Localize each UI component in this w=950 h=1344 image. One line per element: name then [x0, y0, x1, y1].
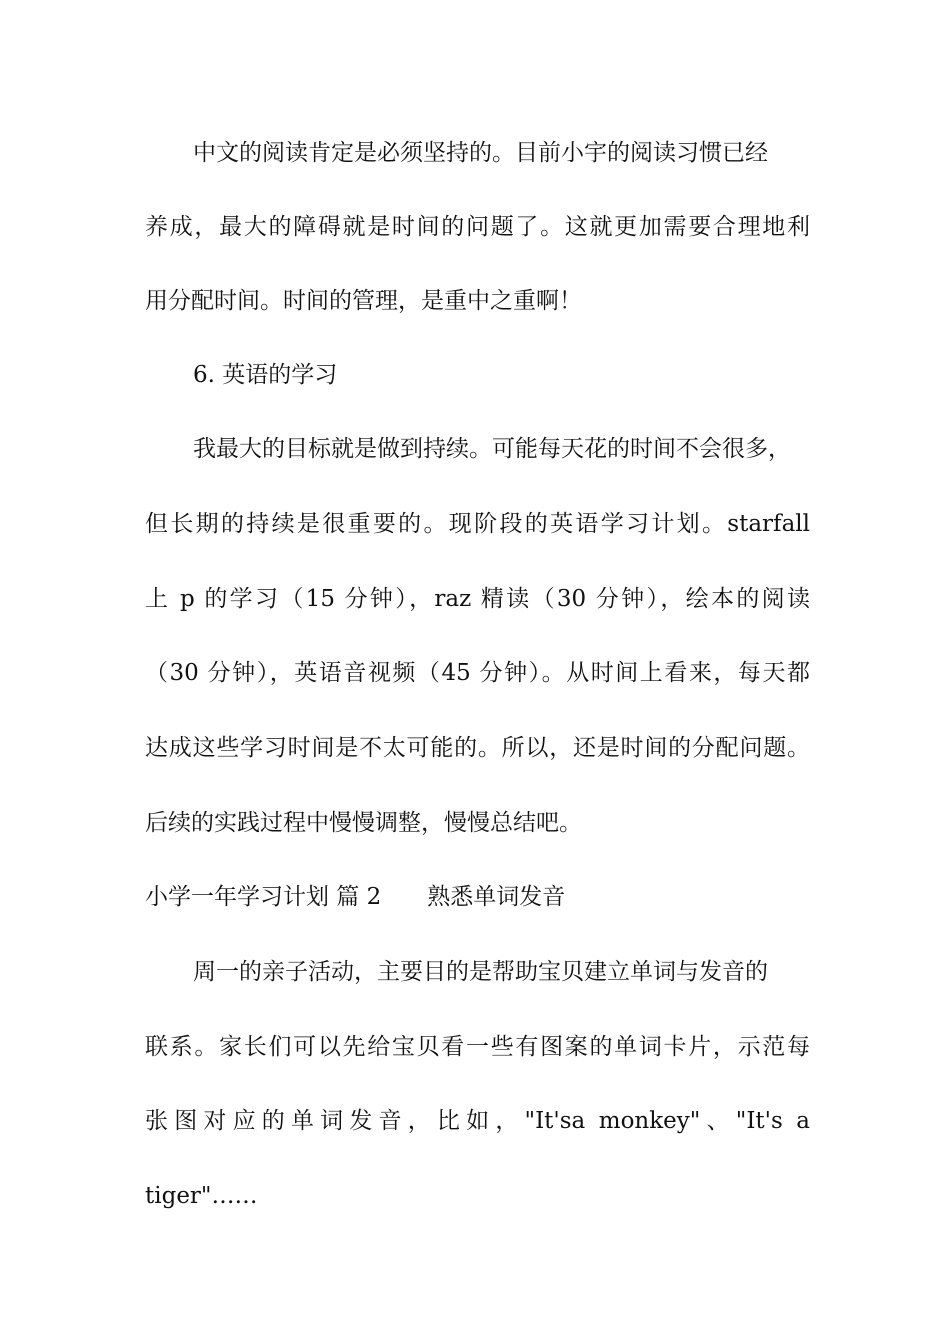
- paragraph-line: （30 分钟），英语音视频（45 分钟）。从时间上看来，每天都: [145, 660, 810, 686]
- paragraph-line: 后续的实践过程中慢慢调整，慢慢总结吧。: [145, 810, 582, 836]
- paragraph-line: 用分配时间。时间的管理，是重中之重啊！: [145, 288, 582, 314]
- paragraph-line: 中文的阅读肯定是必须坚持的。目前小宇的阅读习惯已经: [193, 140, 768, 166]
- paragraph-line: 联系。家长们可以先给宝贝看一些有图案的单词卡片，示范每: [145, 1034, 810, 1060]
- section-heading: 6. 英语的学习: [193, 362, 338, 388]
- paragraph-line: 达成这些学习时间是不太可能的。所以，还是时间的分配问题。: [145, 735, 810, 761]
- paragraph-line: tiger"……: [145, 1183, 258, 1209]
- paragraph-line: 但长期的持续是很重要的。现阶段的英语学习计划。starfall: [145, 511, 810, 537]
- paragraph-line: 我最大的目标就是做到持续。可能每天花的时间不会很多，: [193, 436, 791, 462]
- paragraph-line: 上 p 的学习（15 分钟），raz 精读（30 分钟），绘本的阅读: [145, 586, 810, 612]
- paragraph-line: 张图对应的单词发音，比如，"It'sa monkey"、"It's a: [145, 1108, 810, 1134]
- paragraph-line: 周一的亲子活动，主要目的是帮助宝贝建立单词与发音的: [193, 959, 768, 985]
- paragraph-line: 养成，最大的障碍就是时间的问题了。这就更加需要合理地利: [145, 214, 810, 240]
- section-title: 小学一年学习计划 篇 2 熟悉单词发音: [145, 884, 566, 910]
